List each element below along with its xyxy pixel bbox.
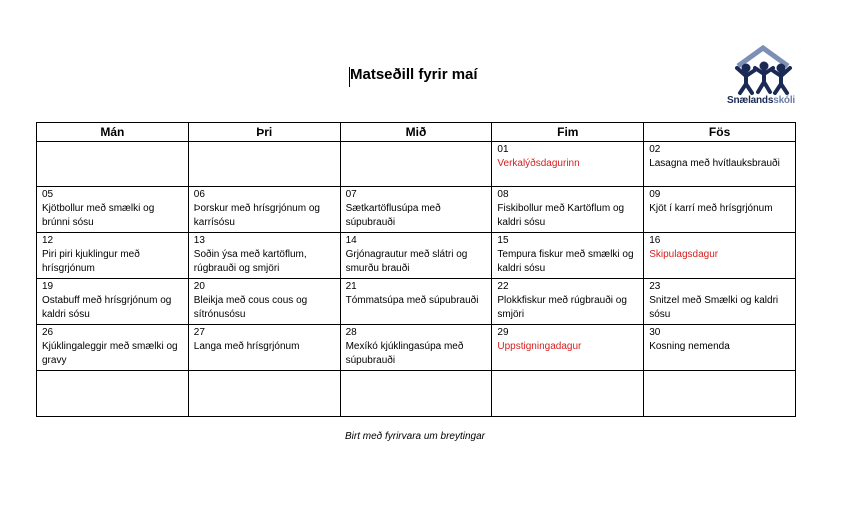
week-row: [37, 325, 796, 371]
meal-description: Kjötbollur með smælki og brúnni sósu: [42, 203, 155, 228]
day-number: 27: [193, 327, 205, 338]
day-cell: [340, 142, 492, 187]
day-cell: [37, 187, 189, 233]
weekday-header-row: [37, 123, 796, 142]
meal-description: Kjöt í karrí með hrísgrjónum: [649, 203, 773, 214]
day-cell: [644, 325, 796, 371]
week-row: [37, 233, 796, 279]
day-cell: [492, 142, 644, 187]
day-number: 15: [497, 235, 509, 246]
page-title: Matseðill fyrir maí: [350, 66, 478, 83]
day-number: 30: [649, 327, 661, 338]
day-cell: [188, 233, 340, 279]
day-cell: [492, 187, 644, 233]
day-number: 12: [42, 235, 54, 246]
holiday-label: Verkalýðsdagurinn: [497, 158, 580, 169]
meal-description: Fiskibollur með Kartöflum og kaldri sósu: [497, 203, 625, 228]
meal-description: Þorskur með hrísgrjónum og karrísósu: [193, 203, 320, 228]
meal-description: Tómmatsúpa með súpubrauði: [345, 295, 479, 306]
day-number: 08: [497, 189, 509, 200]
day-number: 14: [345, 235, 357, 246]
day-cell: [37, 142, 189, 187]
day-cell: [492, 371, 644, 417]
day-number: 09: [649, 189, 661, 200]
day-cell: [340, 279, 492, 325]
day-cell: [188, 279, 340, 325]
day-cell: [188, 325, 340, 371]
day-cell: [492, 325, 644, 371]
day-cell: [492, 233, 644, 279]
weekday-header: Fim: [492, 123, 644, 142]
meal-description: Tempura fiskur með smælki og kaldri sósu: [497, 249, 634, 274]
week-row: [37, 142, 796, 187]
day-cell: [340, 371, 492, 417]
logo-wordmark-light: skóli: [773, 95, 795, 106]
day-number: 19: [42, 281, 54, 292]
week-row: [37, 371, 796, 417]
meal-description: Plokkfiskur með rúgbrauði og smjöri: [497, 295, 627, 320]
holiday-label: Skipulagsdagur: [649, 249, 719, 260]
logo-wordmark-bold: Snælands: [727, 95, 774, 106]
day-number: 13: [193, 235, 205, 246]
meal-description: Kosning nemenda: [649, 341, 730, 352]
day-number: 29: [497, 327, 509, 338]
day-cell: [188, 371, 340, 417]
week-row: [37, 187, 796, 233]
weekday-header: Þri: [188, 123, 340, 142]
school-logo: [724, 44, 802, 110]
day-number: 07: [345, 189, 357, 200]
meal-description: Lasagna með hvítlauksbrauði: [649, 158, 780, 169]
day-cell: [188, 187, 340, 233]
day-number: 26: [42, 327, 54, 338]
meal-description: Sætkartöflusúpa með súpubrauði: [345, 203, 441, 228]
day-cell: [37, 233, 189, 279]
day-cell: [340, 187, 492, 233]
meal-description: Bleikja með cous cous og sítrónusósu: [193, 295, 308, 320]
day-cell: [37, 279, 189, 325]
day-number: 01: [497, 144, 509, 155]
day-cell: [492, 279, 644, 325]
day-cell: [644, 187, 796, 233]
menu-calendar-table: [36, 122, 796, 417]
weekday-header: Fös: [644, 123, 796, 142]
meal-description: Ostabuff með hrísgrjónum og kaldri sósu: [42, 295, 172, 320]
day-number: 20: [193, 281, 205, 292]
logo-emblem-icon: [724, 44, 802, 96]
day-cell: [340, 325, 492, 371]
disclaimer-note: Birt með fyrirvara um breytingar: [344, 431, 486, 442]
day-cell: [37, 371, 189, 417]
day-cell: [37, 325, 189, 371]
day-number: 05: [42, 189, 54, 200]
day-cell: [644, 233, 796, 279]
day-number: 02: [649, 144, 661, 155]
weekday-header: Mið: [340, 123, 492, 142]
day-number: 22: [497, 281, 509, 292]
day-number: 21: [345, 281, 357, 292]
meal-description: Mexíkó kjúklingasúpa með súpubrauði: [345, 341, 464, 366]
logo-wordmark: [727, 95, 795, 106]
meal-description: Kjúklingaleggir með smælki og gravy: [42, 341, 178, 366]
day-number: 28: [345, 327, 357, 338]
day-number: 06: [193, 189, 205, 200]
week-row: [37, 279, 796, 325]
day-cell: [188, 142, 340, 187]
meal-description: Piri piri kjuklingur með hrísgrjónum: [42, 249, 140, 274]
day-cell: [644, 371, 796, 417]
day-cell: [644, 279, 796, 325]
weekday-header: Mán: [37, 123, 189, 142]
holiday-label: Uppstigningadagur: [497, 341, 582, 352]
meal-description: Grjónagrautur með slátri og smurðu brauði: [345, 249, 468, 274]
meal-description: Snitzel með Smælki og kaldri sósu: [649, 295, 779, 320]
day-cell: [340, 233, 492, 279]
day-cell: [644, 142, 796, 187]
day-number: 16: [649, 235, 661, 246]
meal-description: Langa með hrísgrjónum: [193, 341, 300, 352]
meal-description: Soðin ýsa með kartöflum, rúgbrauði og smjöri: [193, 249, 307, 274]
day-number: 23: [649, 281, 661, 292]
